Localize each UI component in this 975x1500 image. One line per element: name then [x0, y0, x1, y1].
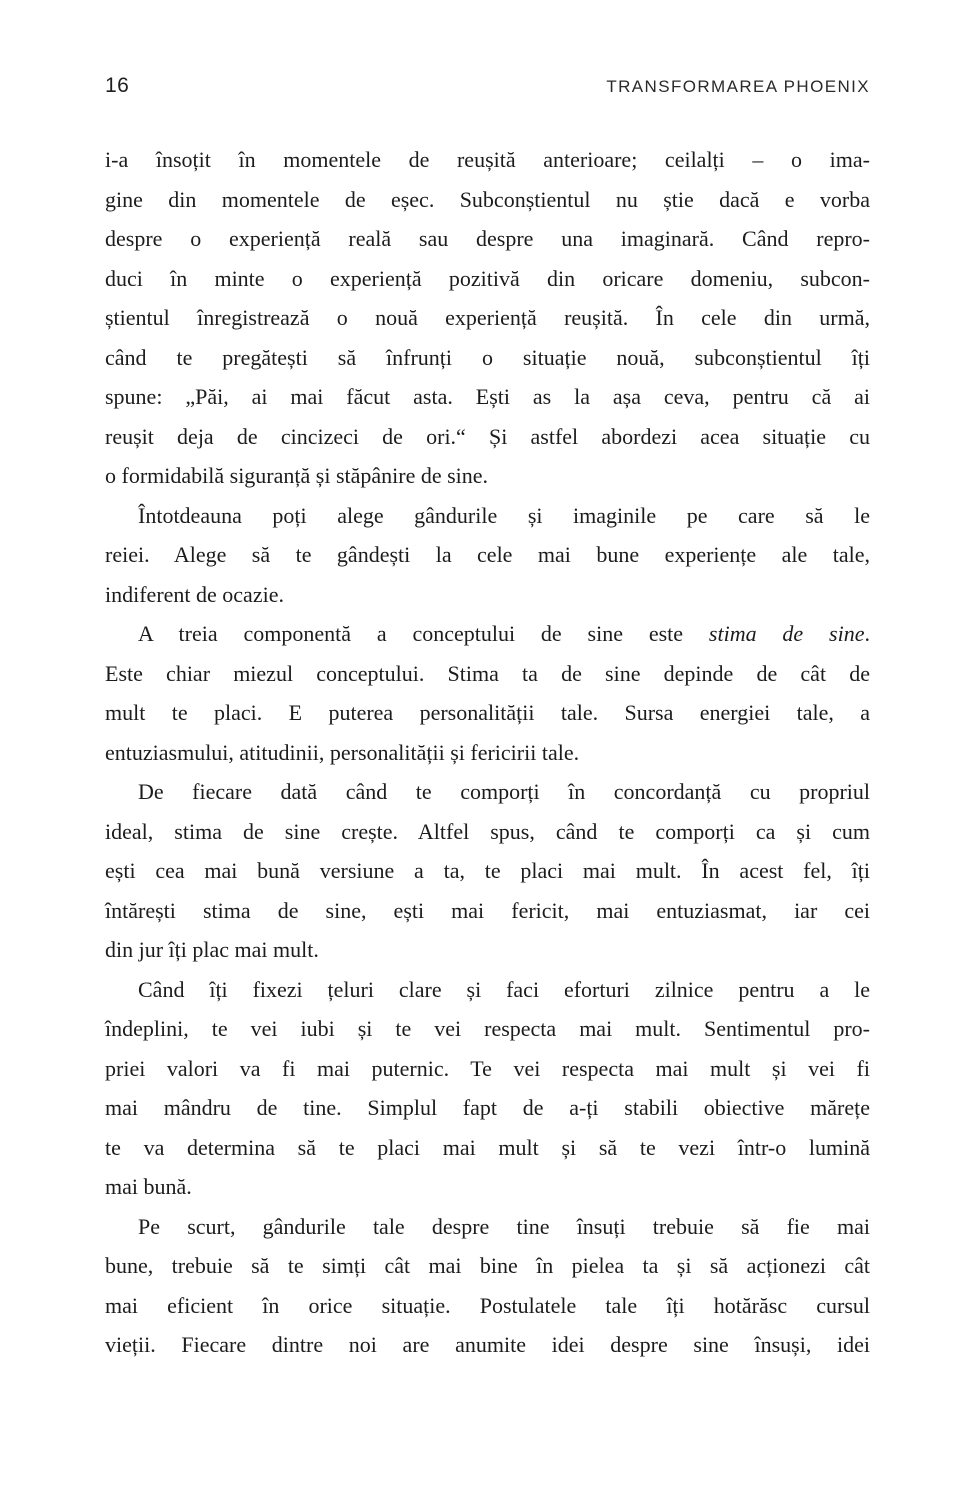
text-line — [105, 772, 870, 812]
text-line — [105, 377, 870, 417]
text-segment: Când îți fixezi țeluri clare și faci eforturi zilnice pentru a le — [138, 976, 870, 1002]
text-segment: spune: „Păi, ai mai făcut asta. Ești as la așa ceva, pentru că ai — [105, 384, 870, 409]
text-segment: mai mândru de tine. Simplul fapt de a-ți stabili obiective mărețe — [105, 1095, 870, 1120]
text-segment: De fiecare dată când te comporți în concordanță cu propriul — [138, 779, 870, 804]
text-segment: despre o experiență reală sau despre una imaginară. Când repro- — [105, 226, 870, 251]
text-segment: când te pregătești să înfrunți o situație nouă, subconștientul îți — [105, 344, 870, 370]
text-line — [105, 1009, 870, 1049]
text-line — [105, 851, 870, 891]
text-line — [105, 1325, 870, 1365]
running-title: TRANSFORMAREA PHOENIX — [606, 77, 870, 96]
text-segment: indiferent de ocazie. — [105, 581, 284, 607]
text-segment: gine din momentele de eșec. Subconștientul nu știe dacă e vorba — [105, 186, 870, 212]
text-segment: bune, trebuie să te simți cât mai bine în pielea ta și să acționezi cât — [105, 1253, 870, 1278]
text-line — [105, 614, 870, 654]
text-line — [105, 219, 870, 259]
text-segment: ideal, stima de sine crește. Altfel spus, când te comporți ca și cum — [105, 818, 870, 844]
text-segment: Este chiar miezul conceptului. Stima ta de sine depinde de cât de — [105, 660, 870, 686]
paragraph — [105, 772, 870, 970]
text-line — [105, 654, 870, 694]
text-line — [105, 417, 870, 457]
text-segment: din jur îți plac mai mult. — [105, 937, 319, 962]
text-line — [105, 535, 870, 575]
text-line — [105, 970, 870, 1010]
text-segment: . — [864, 621, 870, 646]
text-segment: îndeplini, te vei iubi și te vei respecta mai mult. Sentimentul pro- — [105, 1016, 870, 1041]
text-segment: ești cea mai bună versiune a ta, te placi mai mult. În acest fel, îți — [105, 858, 870, 883]
text-segment: știentul înregistrează o nouă experiență reușită. În cele din urmă, — [105, 305, 870, 330]
text-line — [105, 693, 870, 733]
text-segment: vieții. Fiecare dintre noi are anumite idei despre sine însuși, idei — [105, 1332, 870, 1357]
text-segment: întărești stima de sine, ești mai fericit, mai entuziasmat, iar cei — [105, 897, 870, 923]
text-line — [105, 1207, 870, 1247]
text-segment: priei valori va fi mai puternic. Te vei respecta mai mult și vei fi — [105, 1055, 870, 1081]
text-line — [105, 733, 870, 773]
text-segment: A treia componentă a conceptului de sine este — [138, 621, 709, 646]
page-header — [105, 74, 870, 98]
paragraph — [105, 496, 870, 615]
text-line — [105, 1128, 870, 1168]
text-segment: mai bună. — [105, 1174, 192, 1199]
text-segment: Întotdeauna poți alege gândurile și imaginile pe care să le — [138, 502, 870, 528]
paragraph — [105, 970, 870, 1207]
text-segment: reiei. Alege să te gândești la cele mai bune experiențe ale tale, — [105, 542, 870, 567]
text-segment: o formidabilă siguranță și stăpânire de sine. — [105, 463, 489, 488]
text-segment: entuziasmului, atitudinii, personalității și fericirii tale. — [105, 739, 580, 765]
text-line — [105, 180, 870, 220]
paragraph — [105, 1207, 870, 1365]
text-line — [105, 891, 870, 931]
text-segment: te va determina să te placi mai mult și să te vezi într-o lumină — [105, 1134, 870, 1160]
page-body — [105, 140, 870, 1365]
text-segment: mai eficient în orice situație. Postulatele tale îți hotărăsc cursul — [105, 1292, 870, 1318]
text-line — [105, 140, 870, 180]
text-line — [105, 1286, 870, 1326]
paragraph — [105, 140, 870, 496]
text-line — [105, 1088, 870, 1128]
text-line — [105, 812, 870, 852]
text-line — [105, 1167, 870, 1207]
text-segment: reușit deja de cincizeci de ori.“ Și astfel abordezi acea situație cu — [105, 423, 870, 449]
text-segment: Pe scurt, gândurile tale despre tine însuți trebuie să fie mai — [138, 1213, 870, 1239]
text-segment: mult te placi. E puterea personalității tale. Sursa energiei tale, a — [105, 700, 870, 725]
text-line — [105, 575, 870, 615]
page-number: 16 — [105, 74, 130, 97]
text-line — [105, 496, 870, 536]
text-line — [105, 930, 870, 970]
text-line — [105, 1049, 870, 1089]
text-line — [105, 338, 870, 378]
text-line — [105, 456, 870, 496]
text-line — [105, 259, 870, 299]
text-segment: i-a însoțit în momentele de reușită anterioare; ceilalți – o ima- — [105, 147, 870, 172]
text-line — [105, 298, 870, 338]
text-line — [105, 1246, 870, 1286]
paragraph — [105, 614, 870, 772]
text-segment: duci în minte o experiență pozitivă din oricare domeniu, subcon- — [105, 265, 870, 291]
italic-text: stima de sine — [708, 621, 865, 646]
